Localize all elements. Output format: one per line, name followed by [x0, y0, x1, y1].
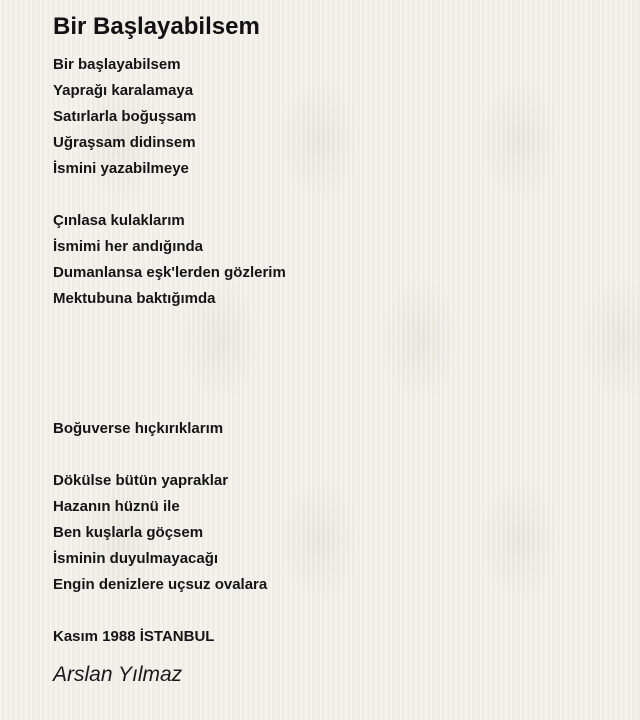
poem-line: Çınlasa kulaklarım — [53, 212, 185, 229]
stanza-spacer — [53, 442, 613, 468]
poem-title: Bir Başlayabilsem — [53, 13, 260, 40]
stanza-1 — [53, 52, 613, 182]
poem-line: Hazanın hüznü ile — [53, 498, 180, 515]
date-place: Kasım 1988 İSTANBUL — [53, 628, 215, 645]
stanza-spacer — [53, 598, 613, 624]
poem-line: Yaprağı karalamaya — [53, 82, 194, 99]
poem-line: İsminin duyulmayacağı — [53, 550, 219, 567]
poem-line: Ben kuşlarla göçsem — [53, 524, 204, 541]
poem-container — [53, 12, 613, 690]
poem-line: Dökülse bütün yapraklar — [53, 472, 229, 489]
poem-line: Bir başlayabilsem — [53, 56, 181, 73]
poem-line: Dumanlansa eşk'lerden gözlerim — [53, 264, 286, 281]
poem-line: Mektubuna baktığımda — [53, 290, 216, 307]
poem-line: Uğraşsam didinsem — [53, 134, 196, 151]
stanza-4 — [53, 468, 613, 598]
poem-line: İsmini yazabilmeye — [53, 160, 189, 177]
author-name: Arslan Yılmaz — [53, 663, 183, 686]
stanza-3 — [53, 416, 613, 442]
stanza-2 — [53, 208, 613, 312]
stanza-spacer — [53, 312, 613, 416]
stanza-spacer — [53, 182, 613, 208]
poem-line: İsmimi her andığında — [53, 238, 204, 255]
poem-line: Satırlarla boğuşsam — [53, 108, 197, 125]
poem-line: Engin denizlere uçsuz ovalara — [53, 576, 268, 593]
poem-line: Boğuverse hıçkırıklarım — [53, 420, 224, 437]
